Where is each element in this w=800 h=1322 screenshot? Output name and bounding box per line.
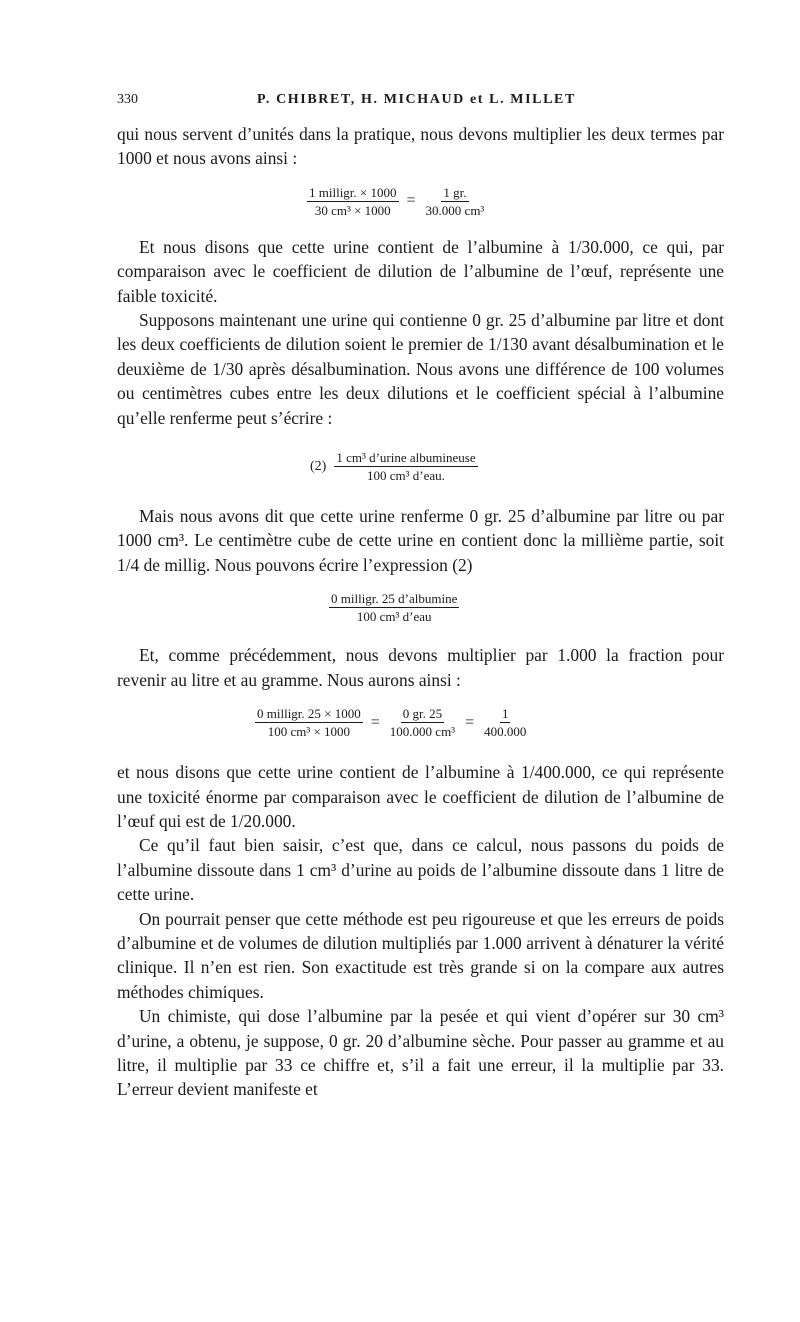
formula-3-fraction: $\frac{\text{0 milligr. 25 d’albumine}}{\text{100 cm³ d’eau}}$ [331,591,458,625]
paragraph-5: Et, comme précédemment, nous devons multiplier par 1.000 la fraction pour revenir au litre et au gramme. Nous aurons ainsi : [117,645,724,690]
paragraph-7: Ce qu’il faut bien saisir, c’est que, dans ce calcul, nous passons du poids de l’albumine dissoute dans 1 cm³ d’urine au poids de l’albumine dissoute dans 1 litre de cette urine. [117,835,724,905]
paragraph-3: Supposons maintenant une urine qui contienne 0 gr. 25 d’albumine par litre et dont les deux coefficients de dilution soient le premier de 1/130 avant désalbumination et le deuxième de 1/30 après désalbumination. Nous avons une différence de 100 volumes ou centimètres cubes entre les deux dilutions et le coefficient spécial à l’albumine qu’elle renferme peut s’écrire : [117,310,724,428]
running-header [117,92,724,114]
paragraph-1: qui nous servent d’unités dans la pratique, nous devons multiplier les deux termes par 1000 et nous avons ainsi : [117,124,724,169]
paragraph-8: On pourrait penser que cette méthode est peu rigoureuse et que les erreurs de poids d’albumine et de volumes de dilution multipliés par 1.000 arrivent à dénaturer la vérité clinique. Il n’en est rien. Son exactitude est très grande si on la compare aux autres méthodes chimiques. [117,908,724,1002]
equals-sign: = [465,713,475,731]
formula-1-right-fraction: $\frac{1 gr.}{\text{30.000 cm³}}$ [425,184,485,218]
page-number: 330 [117,92,138,107]
formula-4-fraction-b: $\frac{0 gr. 25}{\text{100.000 cm³}}$ [389,706,456,740]
paragraph-2: Et nous disons que cette urine contient de l’albumine à 1/30.000, ce qui, par comparaison avec le coefficient de dilution de l’albumine de l’œuf, représente une faible toxicité. [117,236,724,306]
formula-2 [117,436,724,500]
formula-3 [117,583,724,639]
paragraph-6: et nous disons que cette urine contient de l’albumine à 1/400.000, ce qui représente une toxicité énorme par comparaison avec le coefficient de dilution de l’albumine de l’œuf qui est de 1/20.000. [117,762,724,831]
formula-2-fraction: $\frac{\text{1 cm³ d’urine albumineuse}}{\text{100 cm³ d’eau.}}$ [336,450,476,484]
formula-4-fraction-c: $\frac{1}{400.000}$ [484,706,527,740]
equals-sign: = [370,713,380,731]
page-body [117,122,724,1102]
equation-number: (2) [310,458,327,474]
running-head-authors: P. CHIBRET, H. MICHAUD et L. MILLET [257,92,576,107]
formula-4-fraction-a: $\frac{\text{0 milligr. 25 × 1000}}{\text{100 cm³ × 1000}}$ [257,706,361,740]
formula-4 [117,698,724,756]
equals-sign: = [406,192,416,210]
formula-1 [117,177,724,231]
paragraph-4: Mais nous avons dit que cette urine renferme 0 gr. 25 d’albumine par litre ou par 1000 cm³. Le centimètre cube de cette urine en contient donc la millième partie, soit 1/4 de millig. Nous pouvons écrire l’expression (2) [117,506,724,575]
formula-1-left-fraction: $\frac{\text{1 milligr. × 1000}}{\text{30 cm³ × 1000}}$ [309,184,397,218]
paragraph-9: Un chimiste, qui dose l’albumine par la pesée et qui vient d’opérer sur 30 cm³ d’urine, a obtenu, je suppose, 0 gr. 20 d’albumine sèche. Pour passer au gramme et au litre, il multiplie par 33 ce chiffre et, s’il a fait une erreur, il la multiplie par 33. L’erreur devient manifeste et [117,1006,724,1100]
